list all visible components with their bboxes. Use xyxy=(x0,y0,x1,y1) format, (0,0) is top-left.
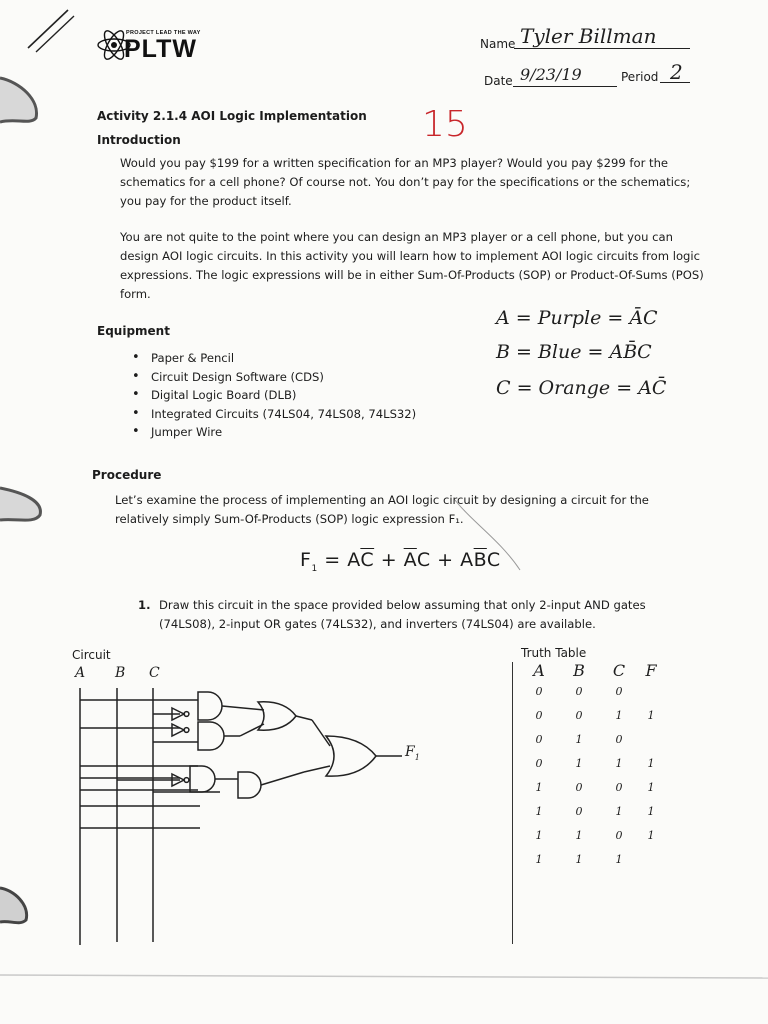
truth-table-cell: 1 xyxy=(535,781,543,794)
note-term: AC̄ xyxy=(638,377,667,399)
equipment-item: • Jumper Wire xyxy=(124,423,416,442)
truth-table-row xyxy=(528,685,662,698)
truth-table-cell: 1 xyxy=(615,805,623,818)
truth-table-cell: 1 xyxy=(535,829,543,842)
equipment-list xyxy=(124,349,416,442)
truth-table-cell xyxy=(640,685,662,698)
circuit-drawing xyxy=(60,680,460,950)
logo-tagline: PROJECT LEAD THE WAY xyxy=(126,30,201,36)
circuit-input-b: B xyxy=(115,665,126,681)
period-label: Period xyxy=(621,70,659,84)
truth-table-row xyxy=(528,781,662,794)
truth-table-cell: 1 xyxy=(535,853,543,866)
truth-table-row xyxy=(528,757,662,770)
circuit-label: Circuit xyxy=(72,648,111,662)
truth-table-cell: 1 xyxy=(575,757,583,770)
procedure-intro: Let’s examine the process of implementing an AOI logic circuit by designing a circuit for the relatively simply Sum-Of-Products (SOP) logic expression F₁. xyxy=(115,493,649,526)
truth-table-row xyxy=(528,829,662,842)
truth-table-cell: 1 xyxy=(615,709,623,722)
note-name: Orange xyxy=(538,377,611,399)
note-term: ĀC xyxy=(629,307,658,329)
truth-table-cell: 1 xyxy=(575,829,583,842)
truth-table-row xyxy=(528,733,662,746)
truth-table-cell: 0 xyxy=(535,685,543,698)
note-term: AB̄C xyxy=(609,341,652,363)
equipment-item: • Paper & Pencil xyxy=(124,349,416,368)
name-line xyxy=(514,48,690,49)
equipment-heading: Equipment xyxy=(97,324,170,338)
equipment-item: • Digital Logic Board (DLB) xyxy=(124,386,416,405)
truth-table-cell: 1 xyxy=(647,709,655,722)
truth-table-row xyxy=(528,709,662,722)
truth-table-cell: 1 xyxy=(647,805,655,818)
step-number: 1. xyxy=(138,598,151,612)
sop-formula: $F_1 = A\overline{C} + \overline{A}C + A\overline{B}C$ xyxy=(300,549,501,574)
truth-table-cell xyxy=(640,853,662,866)
note-lhs: C xyxy=(496,377,511,399)
truth-table-cell: 0 xyxy=(615,829,623,842)
truth-table-cell: 1 xyxy=(575,733,583,746)
pltw-logo xyxy=(96,26,226,66)
truth-table-cell: 0 xyxy=(615,685,623,698)
period-value: 2 xyxy=(670,60,683,84)
truth-table-cell: 1 xyxy=(615,757,623,770)
truth-table-cell: 1 xyxy=(535,805,543,818)
truth-table-cell: 0 xyxy=(575,781,583,794)
truth-table xyxy=(528,661,678,901)
truth-table-cell: 0 xyxy=(535,709,543,722)
introduction-paragraph-2: You are not quite to the point where you can design an MP3 player or a cell phone, but you can design AOI logic circuits. In this activity you will learn how to implement AOI logic circuits from logic expressions. The logic expressions will be in either Sum-Of-Products (SOP) or Product-Of-Sums (POS) form. xyxy=(120,230,704,301)
equipment-item: • Circuit Design Software (CDS) xyxy=(124,368,416,387)
procedure-heading: Procedure xyxy=(92,468,162,482)
introduction-paragraph-1: Would you pay $199 for a written specification for an MP3 player? Would you pay $299 for the schematics for a cell phone? Of course not. You don’t pay for the specifications or the schematics; you pay for the product itself. xyxy=(120,156,691,208)
note-lhs: B xyxy=(496,341,510,363)
truth-table-cell: 1 xyxy=(615,853,623,866)
truth-table-header: A B C F xyxy=(533,661,657,680)
note-name: Purple xyxy=(537,307,602,329)
truth-table-cell: 0 xyxy=(575,805,583,818)
note-lhs: A xyxy=(496,307,510,329)
equipment-item: • Integrated Circuits (74LS04, 74LS08, 74LS32) xyxy=(124,405,416,424)
name-label: Name xyxy=(480,37,516,51)
activity-title: Activity 2.1.4 AOI Logic Implementation xyxy=(97,109,367,123)
truth-table-cell: 0 xyxy=(615,733,623,746)
truth-table-rule xyxy=(512,662,513,944)
note-row-a: A = Purple = ĀC xyxy=(496,307,658,329)
truth-table-cell: 0 xyxy=(575,709,583,722)
step-text: Draw this circuit in the space provided below assuming that only 2-input AND gates (74LS08), 2-input OR gates (74LS32), and inverters (74LS04) are available. xyxy=(159,598,646,631)
circuit-input-c: C xyxy=(149,665,160,681)
note-row-c: C = Orange = AC̄ xyxy=(496,377,667,399)
introduction-heading: Introduction xyxy=(97,133,181,147)
truth-table-row xyxy=(528,805,662,818)
note-row-b: B = Blue = AB̄C xyxy=(496,341,652,363)
date-line xyxy=(513,86,617,87)
circuit-input-a: A xyxy=(75,665,86,681)
circuit-output-label: $F_1$ xyxy=(405,744,420,762)
name-value: Tyler Billman xyxy=(520,24,657,48)
truth-table-cell: 1 xyxy=(575,853,583,866)
truth-table-cell: 1 xyxy=(647,757,655,770)
truth-table-cell xyxy=(640,733,662,746)
truth-table-cell: 0 xyxy=(615,781,623,794)
truth-table-cell: 0 xyxy=(535,757,543,770)
grade-mark: 15 xyxy=(422,104,468,145)
truth-table-cell: 1 xyxy=(647,829,655,842)
note-name: Blue xyxy=(537,341,582,363)
truth-table-label: Truth Table xyxy=(521,646,587,660)
truth-table-cell: 0 xyxy=(535,733,543,746)
date-label: Date xyxy=(484,74,513,88)
truth-table-row xyxy=(528,853,662,866)
date-value: 9/23/19 xyxy=(520,65,582,84)
truth-table-cell: 0 xyxy=(575,685,583,698)
logo-text: PLTW xyxy=(124,35,197,63)
truth-table-cell: 1 xyxy=(647,781,655,794)
